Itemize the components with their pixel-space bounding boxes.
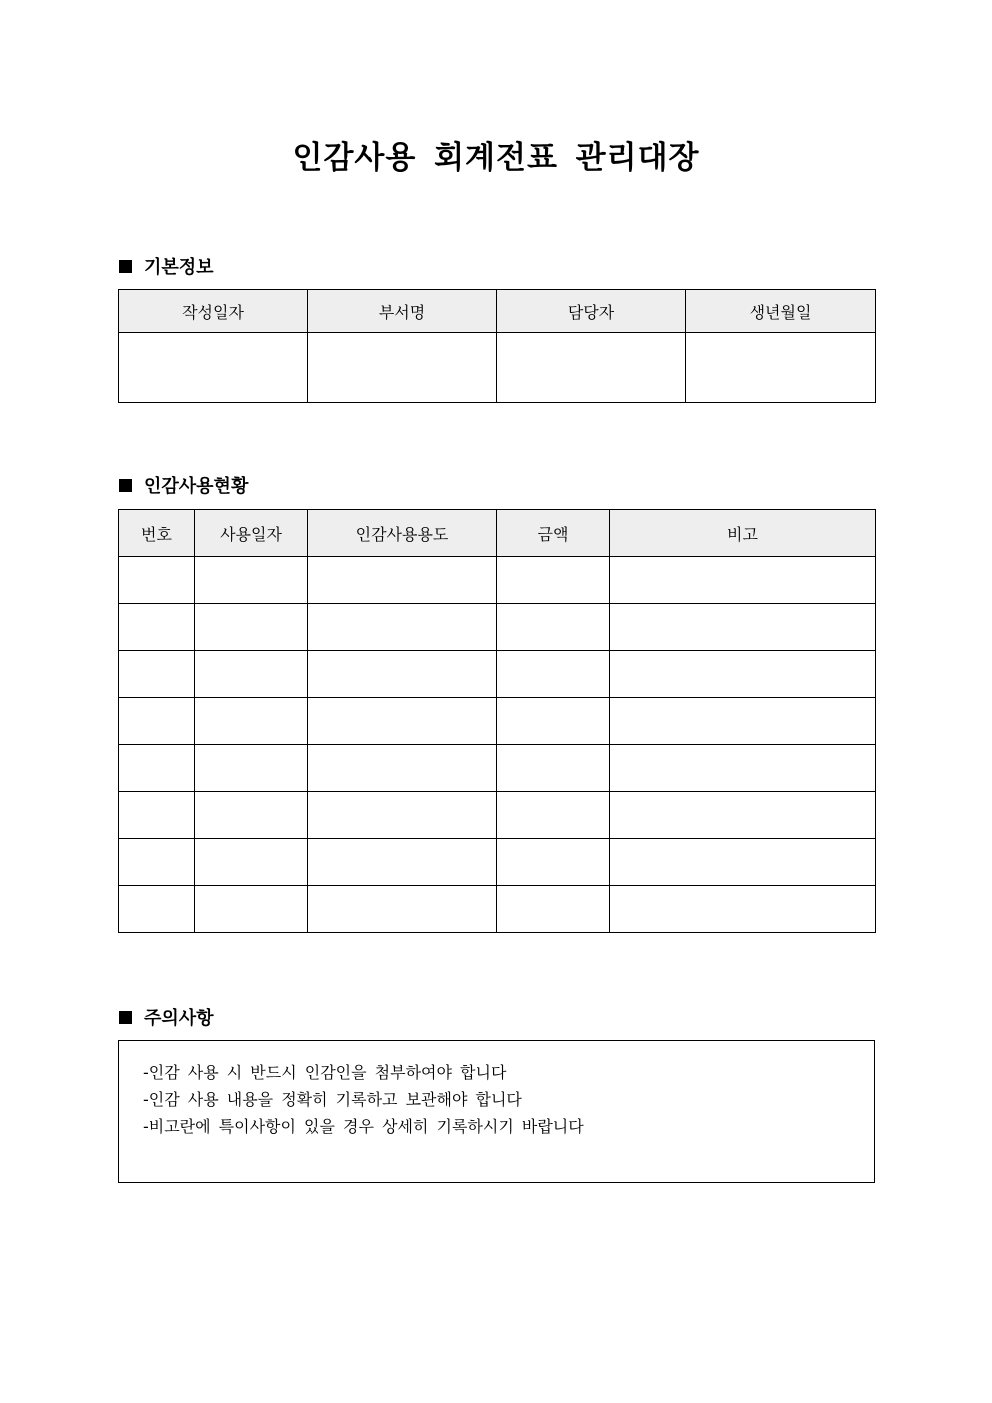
amount-cell[interactable] bbox=[497, 698, 610, 745]
number-cell[interactable] bbox=[119, 745, 195, 792]
purpose-cell[interactable] bbox=[308, 651, 497, 698]
section-heading-usage-status bbox=[119, 472, 248, 498]
column-header-usage-date: 사용일자 bbox=[195, 510, 308, 557]
purpose-cell[interactable] bbox=[308, 604, 497, 651]
usage-table-body bbox=[119, 557, 876, 933]
section-title: 기본정보 bbox=[144, 257, 214, 278]
notes-list bbox=[119, 1041, 874, 1140]
purpose-cell[interactable] bbox=[308, 557, 497, 604]
date-input-cell[interactable] bbox=[119, 333, 308, 403]
number-cell[interactable] bbox=[119, 651, 195, 698]
section-title: 주의사항 bbox=[144, 1008, 214, 1029]
purpose-cell[interactable] bbox=[308, 886, 497, 933]
table-row bbox=[119, 557, 876, 604]
table-row bbox=[119, 886, 876, 933]
usage-date-cell[interactable] bbox=[195, 651, 308, 698]
section-heading-notes bbox=[119, 1004, 214, 1030]
usage-date-cell[interactable] bbox=[195, 698, 308, 745]
black-square-icon bbox=[119, 1011, 132, 1024]
birthdate-input-cell[interactable] bbox=[686, 333, 876, 403]
column-header-date: 작성일자 bbox=[119, 290, 308, 333]
remarks-cell[interactable] bbox=[610, 792, 876, 839]
table-row bbox=[119, 698, 876, 745]
table-row bbox=[119, 839, 876, 886]
number-cell[interactable] bbox=[119, 698, 195, 745]
remarks-cell[interactable] bbox=[610, 651, 876, 698]
number-cell[interactable] bbox=[119, 886, 195, 933]
usage-date-cell[interactable] bbox=[195, 557, 308, 604]
table-row bbox=[119, 745, 876, 792]
note-line: -비고란에 특이사항이 있을 경우 상세히 기록하시기 바랍니다 bbox=[143, 1117, 584, 1136]
column-header-birthdate: 생년월일 bbox=[686, 290, 876, 333]
purpose-cell[interactable] bbox=[308, 698, 497, 745]
table-row bbox=[119, 333, 876, 403]
number-cell[interactable] bbox=[119, 557, 195, 604]
remarks-cell[interactable] bbox=[610, 698, 876, 745]
section-title: 인감사용현황 bbox=[144, 476, 249, 497]
amount-cell[interactable] bbox=[497, 745, 610, 792]
column-header-purpose: 인감사용용도 bbox=[308, 510, 497, 557]
amount-cell[interactable] bbox=[497, 604, 610, 651]
usage-date-cell[interactable] bbox=[195, 604, 308, 651]
amount-cell[interactable] bbox=[497, 839, 610, 886]
table-header-row bbox=[119, 510, 876, 557]
black-square-icon bbox=[119, 260, 132, 273]
remarks-cell[interactable] bbox=[610, 604, 876, 651]
usage-date-cell[interactable] bbox=[195, 745, 308, 792]
remarks-cell[interactable] bbox=[610, 557, 876, 604]
column-header-number: 번호 bbox=[119, 510, 195, 557]
remarks-cell[interactable] bbox=[610, 745, 876, 792]
number-cell[interactable] bbox=[119, 792, 195, 839]
purpose-cell[interactable] bbox=[308, 839, 497, 886]
purpose-cell[interactable] bbox=[308, 745, 497, 792]
column-header-manager: 담당자 bbox=[497, 290, 686, 333]
purpose-cell[interactable] bbox=[308, 792, 497, 839]
manager-input-cell[interactable] bbox=[497, 333, 686, 403]
amount-cell[interactable] bbox=[497, 886, 610, 933]
column-header-remarks: 비고 bbox=[610, 510, 876, 557]
column-header-department: 부서명 bbox=[308, 290, 497, 333]
table-row bbox=[119, 792, 876, 839]
black-square-icon bbox=[119, 479, 132, 492]
remarks-cell[interactable] bbox=[610, 886, 876, 933]
amount-cell[interactable] bbox=[497, 792, 610, 839]
section-heading-basic-info bbox=[119, 253, 214, 279]
number-cell[interactable] bbox=[119, 839, 195, 886]
usage-status-table bbox=[118, 509, 876, 933]
usage-date-cell[interactable] bbox=[195, 792, 308, 839]
notes-box bbox=[118, 1040, 875, 1183]
usage-date-cell[interactable] bbox=[195, 839, 308, 886]
table-row bbox=[119, 604, 876, 651]
table-header-row bbox=[119, 290, 876, 333]
note-line: -인감 사용 시 반드시 인감인을 첨부하여야 합니다 bbox=[143, 1063, 507, 1082]
remarks-cell[interactable] bbox=[610, 839, 876, 886]
note-line: -인감 사용 내용을 정확히 기록하고 보관해야 합니다 bbox=[143, 1090, 522, 1109]
table-row bbox=[119, 651, 876, 698]
amount-cell[interactable] bbox=[497, 651, 610, 698]
basic-info-table bbox=[118, 289, 876, 403]
amount-cell[interactable] bbox=[497, 557, 610, 604]
number-cell[interactable] bbox=[119, 604, 195, 651]
usage-date-cell[interactable] bbox=[195, 886, 308, 933]
department-input-cell[interactable] bbox=[308, 333, 497, 403]
column-header-amount: 금액 bbox=[497, 510, 610, 557]
page-title: 인감사용 회계전표 관리대장 bbox=[292, 140, 700, 176]
